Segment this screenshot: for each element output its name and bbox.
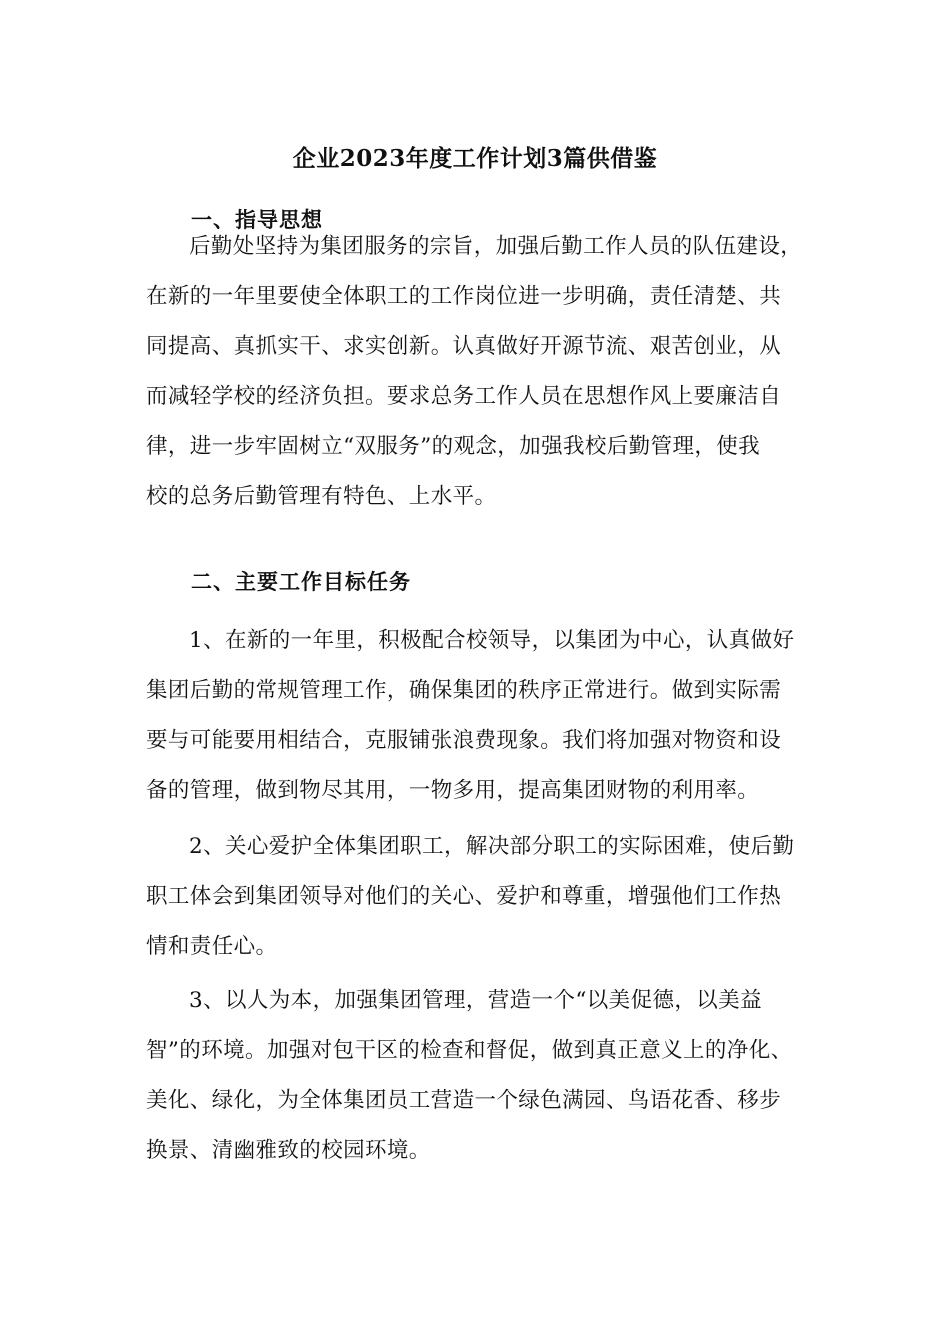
paragraph-guiding-ideology	[146, 222, 806, 522]
paragraph-line: 要与可能要用相结合，克服铺张浪费现象。我们将加强对物资和设	[146, 728, 782, 753]
paragraph-line: 备的管理，做到物尽其用，一物多用，提高集团财物的利用率。	[146, 778, 760, 803]
paragraph-line: 智”的环境。加强对包干区的检查和督促，做到真正意义上的净化、	[146, 1038, 793, 1063]
paragraph-task-3	[146, 976, 806, 1176]
paragraph-line: 职工体会到集团领导对他们的关心、爱护和尊重，增强他们工作热	[146, 884, 782, 909]
section-heading-main-tasks: 二、主要工作目标任务	[191, 569, 411, 594]
section-heading-guiding-ideology: 一、指导思想	[191, 207, 323, 232]
paragraph-task-2	[146, 822, 806, 972]
paragraph-line: 1、在新的一年里，积极配合校领导，以集团为中心，认真做好	[189, 628, 795, 653]
paragraph-task-1	[146, 616, 806, 816]
paragraph-line: 同提高、真抓实干、求实创新。认真做好开源节流、艰苦创业，从	[146, 334, 782, 359]
paragraph-line: 在新的一年里要使全体职工的工作岗位进一步明确，责任清楚、共	[146, 284, 782, 309]
document-title: 企业2023年度工作计划3篇供借鉴	[292, 145, 658, 172]
paragraph-line: 而减轻学校的经济负担。要求总务工作人员在思想作风上要廉洁自	[146, 384, 782, 409]
paragraph-line: 律，进一步牢固树立“双服务”的观念，加强我校后勤管理，使我	[146, 434, 761, 459]
paragraph-line: 美化、绿化，为全体集团员工营造一个绿色满园、鸟语花香、移步	[146, 1088, 782, 1113]
paragraph-line: 校的总务后勤管理有特色、上水平。	[146, 484, 497, 509]
paragraph-line: 3、以人为本，加强集团管理，营造一个“以美促德，以美益	[189, 988, 762, 1013]
paragraph-line: 换景、清幽雅致的校园环境。	[146, 1138, 431, 1163]
paragraph-line: 2、关心爱护全体集团职工，解决部分职工的实际困难，使后勤	[189, 834, 795, 859]
paragraph-line: 集团后勤的常规管理工作，确保集团的秩序正常进行。做到实际需	[146, 678, 782, 703]
paragraph-line: 情和责任心。	[146, 934, 278, 959]
paragraph-line: 后勤处坚持为集团服务的宗旨，加强后勤工作人员的队伍建设，	[189, 234, 803, 259]
